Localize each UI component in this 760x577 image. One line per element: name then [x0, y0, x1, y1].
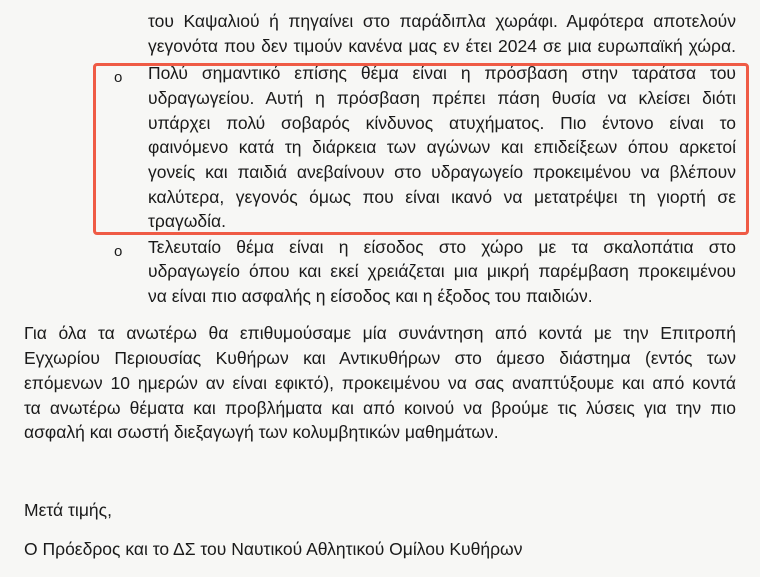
text-line: Για όλα τα ανωτέρω θα επιθυμούσαμε μία συνάντηση από κοντά με την Επιτροπή	[24, 323, 736, 343]
text-line: Πολύ σημαντικό επίσης θέμα είναι η πρόσβαση στην ταράτσα του	[148, 63, 736, 83]
text-line: Τελευταίο θέμα είναι η είσοδος στο χώρο με τα σκαλοπάτια στο	[148, 237, 736, 257]
text-line: υδραγωγείου. Αυτή η πρόσβαση πρέπει πάση θυσία να κλείσει διότι	[148, 88, 736, 108]
text-line: τραγωδία.	[148, 211, 227, 231]
text-line: καλύτερα, γεγονός όμως που είναι ικανό να μετατρέψει τη γιορτή σε	[148, 187, 736, 207]
text-line: τα ανωτέρω θέματα και προβλήματα και από κοινού να βρούμε τις λύσεις για την πιο	[24, 398, 736, 418]
text-line: να είναι πιο ασφαλής η είσοδος και η έξοδος του παιδιών.	[148, 286, 593, 306]
text-line: Εγχωρίου Περιουσίας Κυθήρων και Αντικυθήρων στο άμεσο διάστημα (εντός των	[24, 348, 736, 368]
bullet-marker: o	[114, 69, 123, 86]
text-line: γονείς και παιδιά ανεβαίνουν στο υδραγωγείο προκειμένου να βλέπουν	[148, 162, 736, 182]
text-line: του Καψαλιού ή πηγαίνει στο παράδιπλα χωράφι. Αμφότερα αποτελούν	[148, 11, 736, 31]
signature-line: Ο Πρόεδρος και το ΔΣ του Ναυτικού Αθλητικού Ομίλου Κυθήρων	[24, 539, 523, 559]
bullet-marker: o	[114, 243, 123, 260]
text-line: ασφαλή και σωστή διεξαγωγή των κολυμβητικών μαθημάτων.	[24, 422, 499, 442]
text-line: γεγονότα που δεν τιμούν κανένα μας εν έτει 2024 σε μια ευρωπαϊκή χώρα.	[148, 36, 736, 56]
text-line: επόμενων 10 ημερών αν είναι εφικτό), προκειμένου να σας αναπτύξουμε και από κοντά	[24, 373, 736, 393]
signoff: Μετά τιμής,	[24, 500, 112, 520]
text-line: φαινόμενο κατά τη διάρκεια των αγώνων και επιδείξεων όπου αρκετοί	[148, 137, 736, 157]
text-line: υπάρχει πολύ σοβαρός κίνδυνος ατυχήματος. Πιο έντονο είναι το	[148, 113, 736, 133]
text-line: υδραγωγείο όπου και εκεί χρειάζεται μια μικρή παρέμβαση προκειμένου	[148, 261, 736, 281]
